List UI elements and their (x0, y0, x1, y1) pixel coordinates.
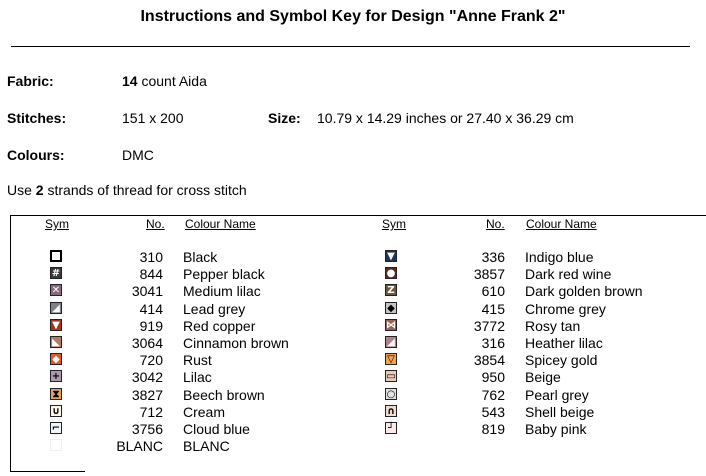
colour-name: Rosy tan (525, 317, 581, 334)
dmc-number: 3857 (473, 266, 505, 283)
fabric-value (122, 73, 207, 89)
colour-name: Pepper black (183, 266, 265, 283)
dmc-number: 414 (139, 300, 163, 317)
colours-label: Colours: (7, 147, 65, 163)
fabric-label: Fabric: (7, 73, 54, 89)
colour-name: Indigo blue (525, 249, 594, 265)
dmc-number: 610 (481, 283, 505, 300)
colour-name: Lilac (183, 369, 212, 386)
right-sym-header: Sym (382, 217, 406, 231)
colour-name: Beech brown (183, 386, 265, 403)
left-name-header: Colour Name (185, 217, 256, 231)
dmc-number: 762 (481, 386, 505, 403)
key-row (0, 318, 706, 335)
stitches-value: 151 x 200 (122, 110, 184, 126)
key-row (0, 335, 706, 352)
document-title: Instructions and Symbol Key for Design "Anne Frank 2" (140, 8, 566, 25)
fabric-type: count Aida (141, 73, 207, 89)
down-triangle-outline-icon: ▽ (385, 353, 397, 365)
title-divider (11, 46, 690, 47)
blank-icon (50, 439, 62, 451)
instruction-prefix: Use (7, 182, 32, 198)
diamond-icon: ◆ (385, 302, 397, 314)
triangle-corner-icon: ◢ (385, 336, 397, 348)
key-row (0, 283, 706, 300)
dmc-number: 3064 (131, 335, 163, 351)
dmc-number: 3041 (131, 283, 163, 300)
dmc-number: 415 (481, 300, 505, 317)
size-value: 10.79 x 14.29 inches or 27.40 x 36.29 cm (317, 110, 574, 126)
key-row (0, 369, 706, 386)
dmc-number: 3854 (473, 352, 505, 369)
colour-name: Cinnamon brown (183, 335, 289, 351)
dmc-number: 919 (139, 317, 163, 334)
colour-name: Dark red wine (525, 266, 612, 283)
rectangle-icon: ▭ (386, 371, 396, 383)
z-letter-icon: Z (385, 284, 397, 296)
dmc-number: 819 (481, 421, 505, 437)
hash-icon: # (51, 268, 61, 280)
strand-count: 2 (35, 182, 44, 198)
key-row (0, 421, 706, 438)
down-triangle-icon: ▼ (385, 250, 397, 262)
bowtie-icon: ⋈ (386, 319, 396, 331)
dmc-number: 543 (481, 403, 505, 420)
dmc-number: 3827 (131, 386, 163, 403)
dmc-number: BLANC (116, 438, 163, 455)
key-box-bottom-rule (10, 471, 85, 472)
fabric-count: 14 (122, 73, 138, 89)
dmc-number: 316 (481, 335, 505, 351)
left-no-header: No. (146, 217, 165, 231)
dmc-number: 3042 (131, 369, 163, 386)
dmc-number: 712 (139, 403, 163, 420)
colour-name: Red copper (183, 317, 256, 334)
corner-icon: ⌐ (51, 423, 61, 434)
colour-name: Baby pink (525, 421, 587, 437)
circle-icon: ● (386, 268, 396, 280)
dmc-number: 950 (481, 369, 505, 386)
dmc-number: 310 (139, 249, 163, 265)
instruction-suffix: strands of thread for cross stitch (47, 182, 247, 198)
colour-name: Shell beige (525, 403, 595, 420)
dmc-number: 844 (139, 266, 163, 283)
dmc-number: 336 (481, 249, 505, 265)
cup-icon: ∪ (51, 405, 61, 417)
hourglass-icon: ⧗ (50, 388, 62, 400)
triangle-corner-icon: ◢ (50, 302, 62, 314)
dmc-number: 720 (139, 352, 163, 369)
strand-instruction (7, 182, 247, 198)
dmc-number: 3772 (473, 317, 505, 334)
key-row (0, 301, 706, 318)
size-label: Size: (268, 110, 301, 126)
colour-name: Pearl grey (525, 386, 589, 403)
colour-name: BLANC (183, 438, 230, 455)
colour-name: Cream (183, 403, 226, 420)
colour-name: Beige (525, 369, 561, 386)
colour-name: Chrome grey (525, 300, 606, 317)
colour-name: Medium lilac (183, 283, 261, 300)
stitches-label: Stitches: (7, 110, 67, 126)
colours-value: DMC (122, 147, 154, 163)
arch-icon: ∩ (386, 405, 396, 417)
colour-name: Rust (183, 352, 212, 369)
right-no-header: No. (486, 217, 505, 231)
plus-icon: + (51, 371, 61, 383)
down-triangle-icon: ▼ (50, 319, 62, 331)
colour-name: Lead grey (183, 300, 246, 317)
key-row (0, 438, 706, 455)
diamond-icon: ◆ (50, 353, 62, 365)
right-name-header: Colour Name (526, 217, 597, 231)
key-row (0, 404, 706, 421)
circle-outline-icon: ○ (386, 388, 396, 400)
key-row (0, 387, 706, 404)
key-row (0, 352, 706, 369)
key-row (0, 249, 706, 266)
corner-icon: ┘ (385, 422, 397, 434)
colour-name: Black (183, 249, 218, 265)
left-sym-header: Sym (45, 217, 69, 231)
dmc-number: 3756 (131, 421, 163, 437)
key-row (0, 266, 706, 283)
x-mark-icon: ✕ (51, 285, 61, 297)
colour-name: Dark golden brown (525, 283, 643, 300)
colour-name: Heather lilac (525, 335, 603, 351)
triangle-corner-icon: ◣ (50, 336, 62, 348)
colour-name: Cloud blue (183, 421, 250, 437)
colour-name: Spicey gold (525, 352, 598, 369)
